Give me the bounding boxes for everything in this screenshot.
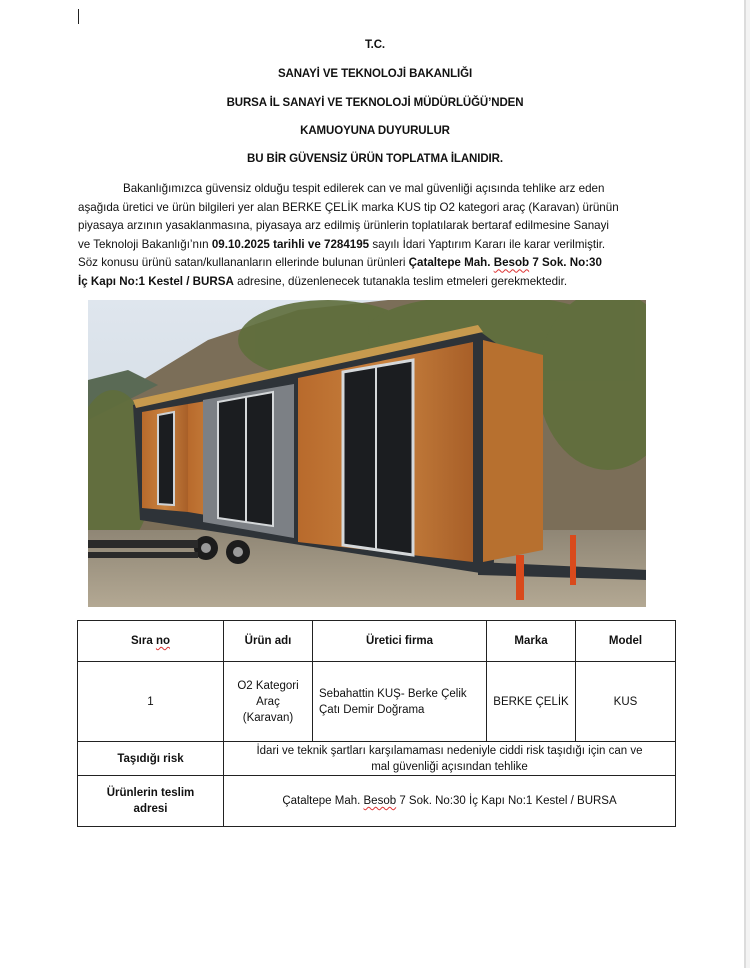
text: 7 Sok. No:30 İç Kapı No:1 Kestel / BURSA [396, 795, 617, 807]
paragraph-line: Bakanlığımızca güvensiz olduğu tespit edilerek can ve mal güvenliği açısında tehlike arz eden [123, 182, 605, 195]
paragraph-line [78, 273, 660, 292]
text: Çatı Demir Doğrama [319, 703, 425, 716]
table-row-risk [78, 742, 676, 776]
caravan-photo [88, 300, 646, 607]
table-row [78, 662, 676, 742]
text: ve Teknoloji Bakanlığı’nın [78, 237, 212, 251]
address-value [224, 776, 676, 827]
text: O2 Kategori [237, 679, 299, 692]
text-cursor [78, 9, 79, 24]
text: (Karavan) [242, 711, 294, 724]
heading-recall-notice: BU BİR GÜVENSİZ ÜRÜN TOPLATMA İLANIDIR. [247, 153, 503, 165]
text-misspelled: Besob [363, 795, 397, 807]
cell-uretici [313, 662, 487, 742]
heading-tc: T.C. [364, 39, 386, 51]
header-sira-no [78, 621, 224, 662]
address-bold: 7 Sok. No:30 [529, 256, 602, 270]
address-bold-misspelled: Besob [493, 256, 530, 270]
announcement-paragraph [78, 180, 660, 292]
risk-value [224, 742, 676, 776]
text: Ürünlerin teslim [106, 787, 195, 799]
paragraph-line [78, 236, 660, 255]
text: adresine, düzenlenecek tutanakla teslim etmeleri gerekmektedir. [233, 274, 568, 288]
text: adresi [133, 803, 168, 815]
cell-sira: 1 [78, 662, 224, 742]
header-uretici-firma: Üretici firma [313, 621, 487, 662]
cell-marka: BERKE ÇELİK [487, 662, 576, 742]
risk-label: Taşıdığı risk [78, 742, 224, 776]
header-marka: Marka [487, 621, 576, 662]
paragraph-line [78, 254, 660, 273]
heading-announcement: KAMUOYUNA DUYURULUR [300, 125, 450, 137]
page-margin [746, 0, 750, 968]
header-model: Model [576, 621, 676, 662]
address-bold: Çataltepe Mah. [408, 256, 494, 270]
text: Araç [256, 695, 280, 708]
table-row-address [78, 776, 676, 827]
table-header-row [78, 621, 676, 662]
text: Söz konusu ürünü satan/kullananların ellerinde bulunan ürünleri [78, 256, 409, 270]
text: Sıra [131, 635, 156, 647]
decision-date-number: 09.10.2025 tarihli ve 7284195 [211, 237, 370, 251]
text-misspelled: no [155, 635, 170, 647]
text: Sebahattin KUŞ- Berke Çelik [319, 687, 467, 700]
header-urun-adi: Ürün adı [224, 621, 313, 662]
paragraph-line: aşağıda üretici ve ürün bilgileri yer alan BERKE ÇELİK marka KUS tip O2 kategori araç (Karavan) ürünün [78, 200, 619, 214]
text: Çataltepe Mah. [282, 795, 364, 807]
product-table [77, 620, 676, 827]
text: mal güvenliği açısından tehlike [371, 760, 528, 773]
caravan-image [88, 300, 646, 607]
address-bold: İç Kapı No:1 Kestel / BURSA [78, 274, 234, 288]
text: İdari ve teknik şartları karşılamaması nedeniyle ciddi risk taşıdığı için can ve [256, 744, 643, 757]
heading-directorate: BURSA İL SANAYİ VE TEKNOLOJİ MÜDÜRLÜĞÜ’NDEN [226, 97, 524, 109]
text: sayılı İdari Yaptırım Kararı ile karar verilmiştir. [369, 237, 606, 251]
paragraph-line: piyasaya arzının yasaklanmasına, piyasaya arz edilmiş ürünlerin toplatılarak bertaraf edilmesine Sanayi [78, 219, 610, 233]
heading-ministry: SANAYİ VE TEKNOLOJİ BAKANLIĞI [277, 68, 473, 80]
cell-model: KUS [576, 662, 676, 742]
address-label [78, 776, 224, 827]
cell-urun-adi [224, 662, 313, 742]
